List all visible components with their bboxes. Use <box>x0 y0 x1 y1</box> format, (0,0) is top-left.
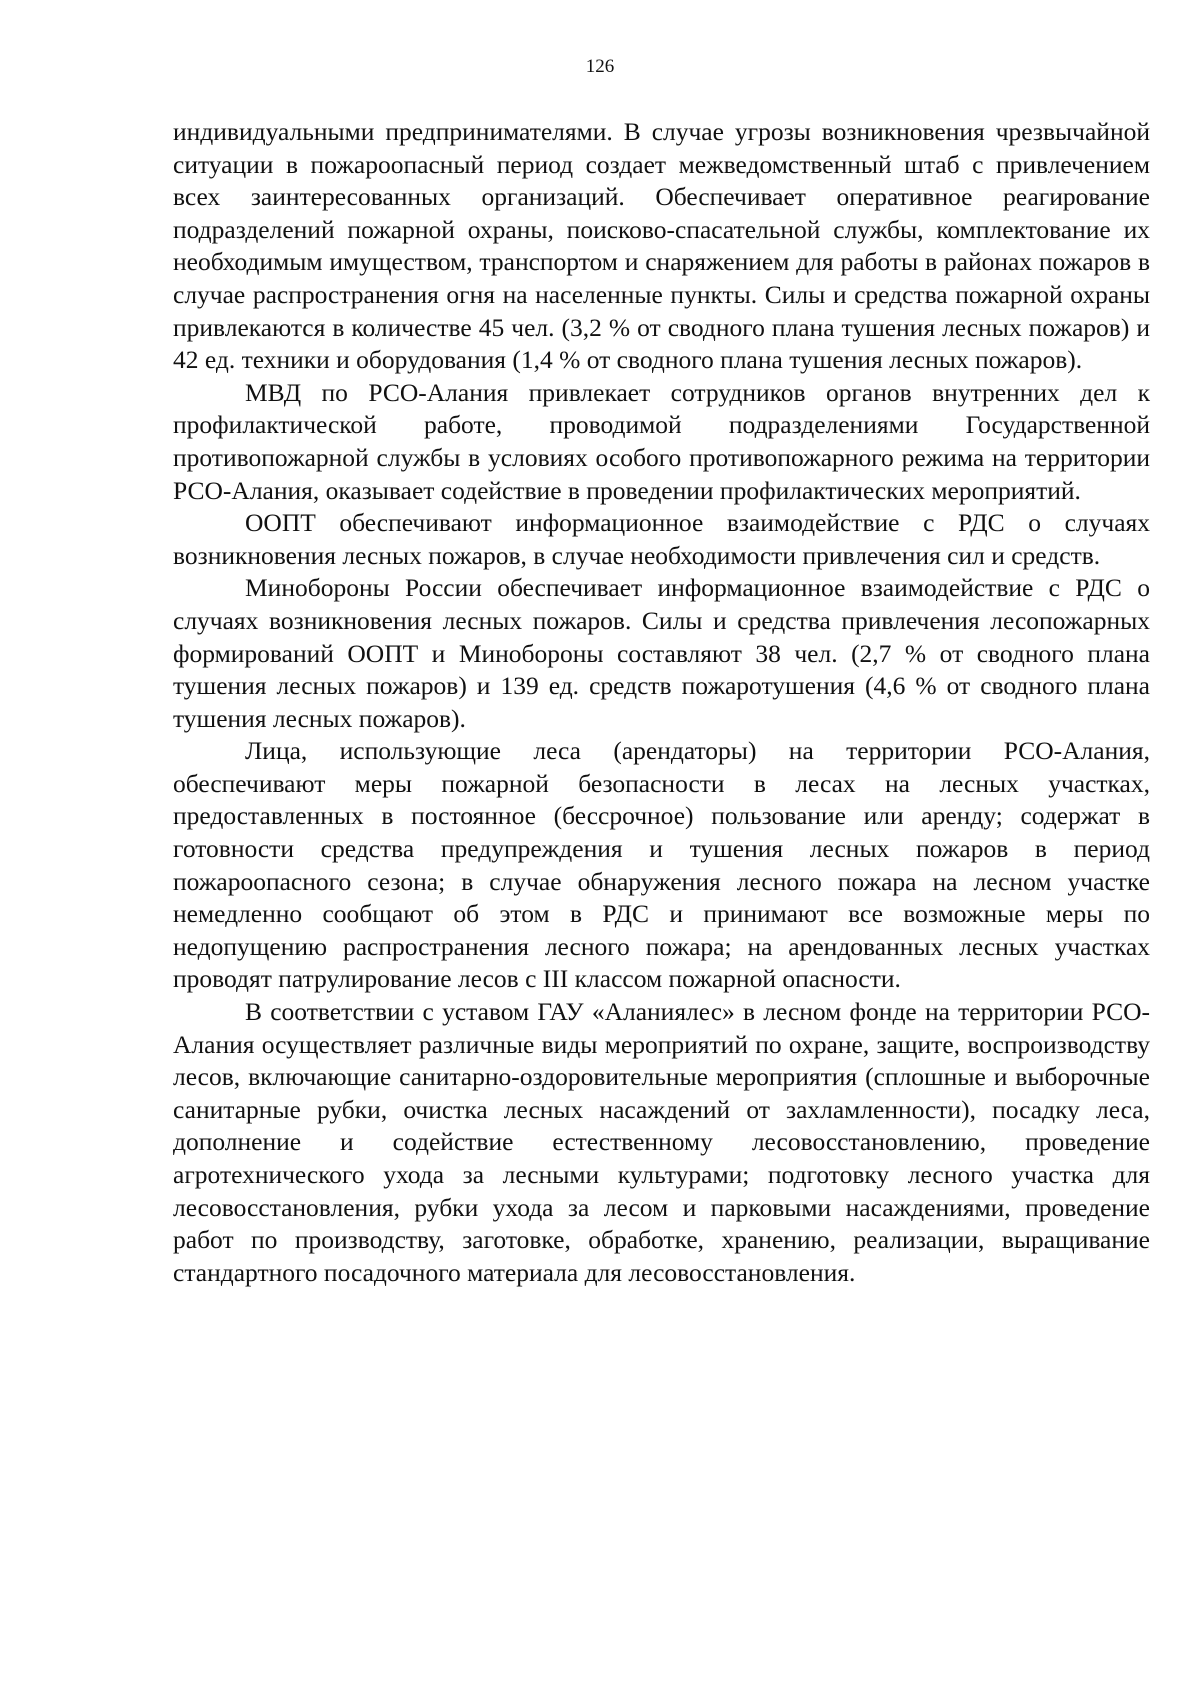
document-body <box>173 116 1150 1289</box>
paragraph-minoborony: Минобороны России обеспечивает информационное взаимодействие с РДС о случаях возникновения лесных пожаров. Силы и средства привлечения лесопожарных формирований ООПТ и Минобороны составляют 38 чел. (2,7 % от сводного плана тушения лесных пожаров) и 139 ед. средств пожаротушения (4,6 % от сводного плана тушения лесных пожаров). <box>173 573 1150 733</box>
page-number: 126 <box>585 56 615 77</box>
paragraph-gau-alaniyales: В соответствии с уставом ГАУ «Аланиялес» в лесном фонде на территории РСО-Алания осуществляет различные виды мероприятий по охране, защите, воспроизводству лесов, включающие санитарно-оздоровительные мероприятия (сплошные и выборочные санитарные рубки, очистка лесных насаждений от захламленности), посадку леса, дополнение и содействие естественному лесовосстановлению, проведение агротехнического ухода за лесными культурами; подготовку лесного участка для лесовосстановления, рубки ухода за лесом и парковыми насаждениями, проведение работ по производству, заготовке, обработке, хранению, реализации, выращивание стандартного посадочного материала для лесовосстановления. <box>173 997 1150 1287</box>
paragraph-arendatory: Лица, использующие леса (арендаторы) на территории РСО-Алания, обеспечивают меры пожарной безопасности в лесах на лесных участках, предоставленных в постоянное (бессрочное) пользование или аренду; содержат в готовности средства предупреждения и тушения лесных пожаров в период пожароопасного сезона; в случае обнаружения лесного пожара на лесном участке немедленно сообщают об этом в РДС и принимают все возможные меры по недопущению распространения лесного пожара; на арендованных лесных участках проводят патрулирование лесов с III классом пожарной опасности. <box>173 736 1150 994</box>
paragraph-oopt: ООПТ обеспечивают информационное взаимодействие с РДС о случаях возникновения лесных пожаров, в случае необходимости привлечения сил и средств. <box>173 508 1150 570</box>
paragraph-continuation: индивидуальными предпринимателями. В случае угрозы возникновения чрезвычайной ситуации в пожароопасный период создает межведомственный штаб с привлечением всех заинтересованных организаций. Обеспечивает оперативное реагирование подразделений пожарной охраны, поисково-спасательной службы, комплектование их необходимым имуществом, транспортом и снаряжением для работы в районах пожаров в случае распространения огня на населенные пункты. Силы и средства пожарной охраны привлекаются в количестве 45 чел. (3,2 % от сводного плана тушения лесных пожаров) и 42 ед. техники и оборудования (1,4 % от сводного плана тушения лесных пожаров). <box>173 117 1150 375</box>
paragraph-mvd: МВД по РСО-Алания привлекает сотрудников органов внутренних дел к профилактической работе, проводимой подразделениями Государственной противопожарной службы в условиях особого противопожарного режима на территории РСО-Алания, оказывает содействие в проведении профилактических мероприятий. <box>173 377 1150 505</box>
